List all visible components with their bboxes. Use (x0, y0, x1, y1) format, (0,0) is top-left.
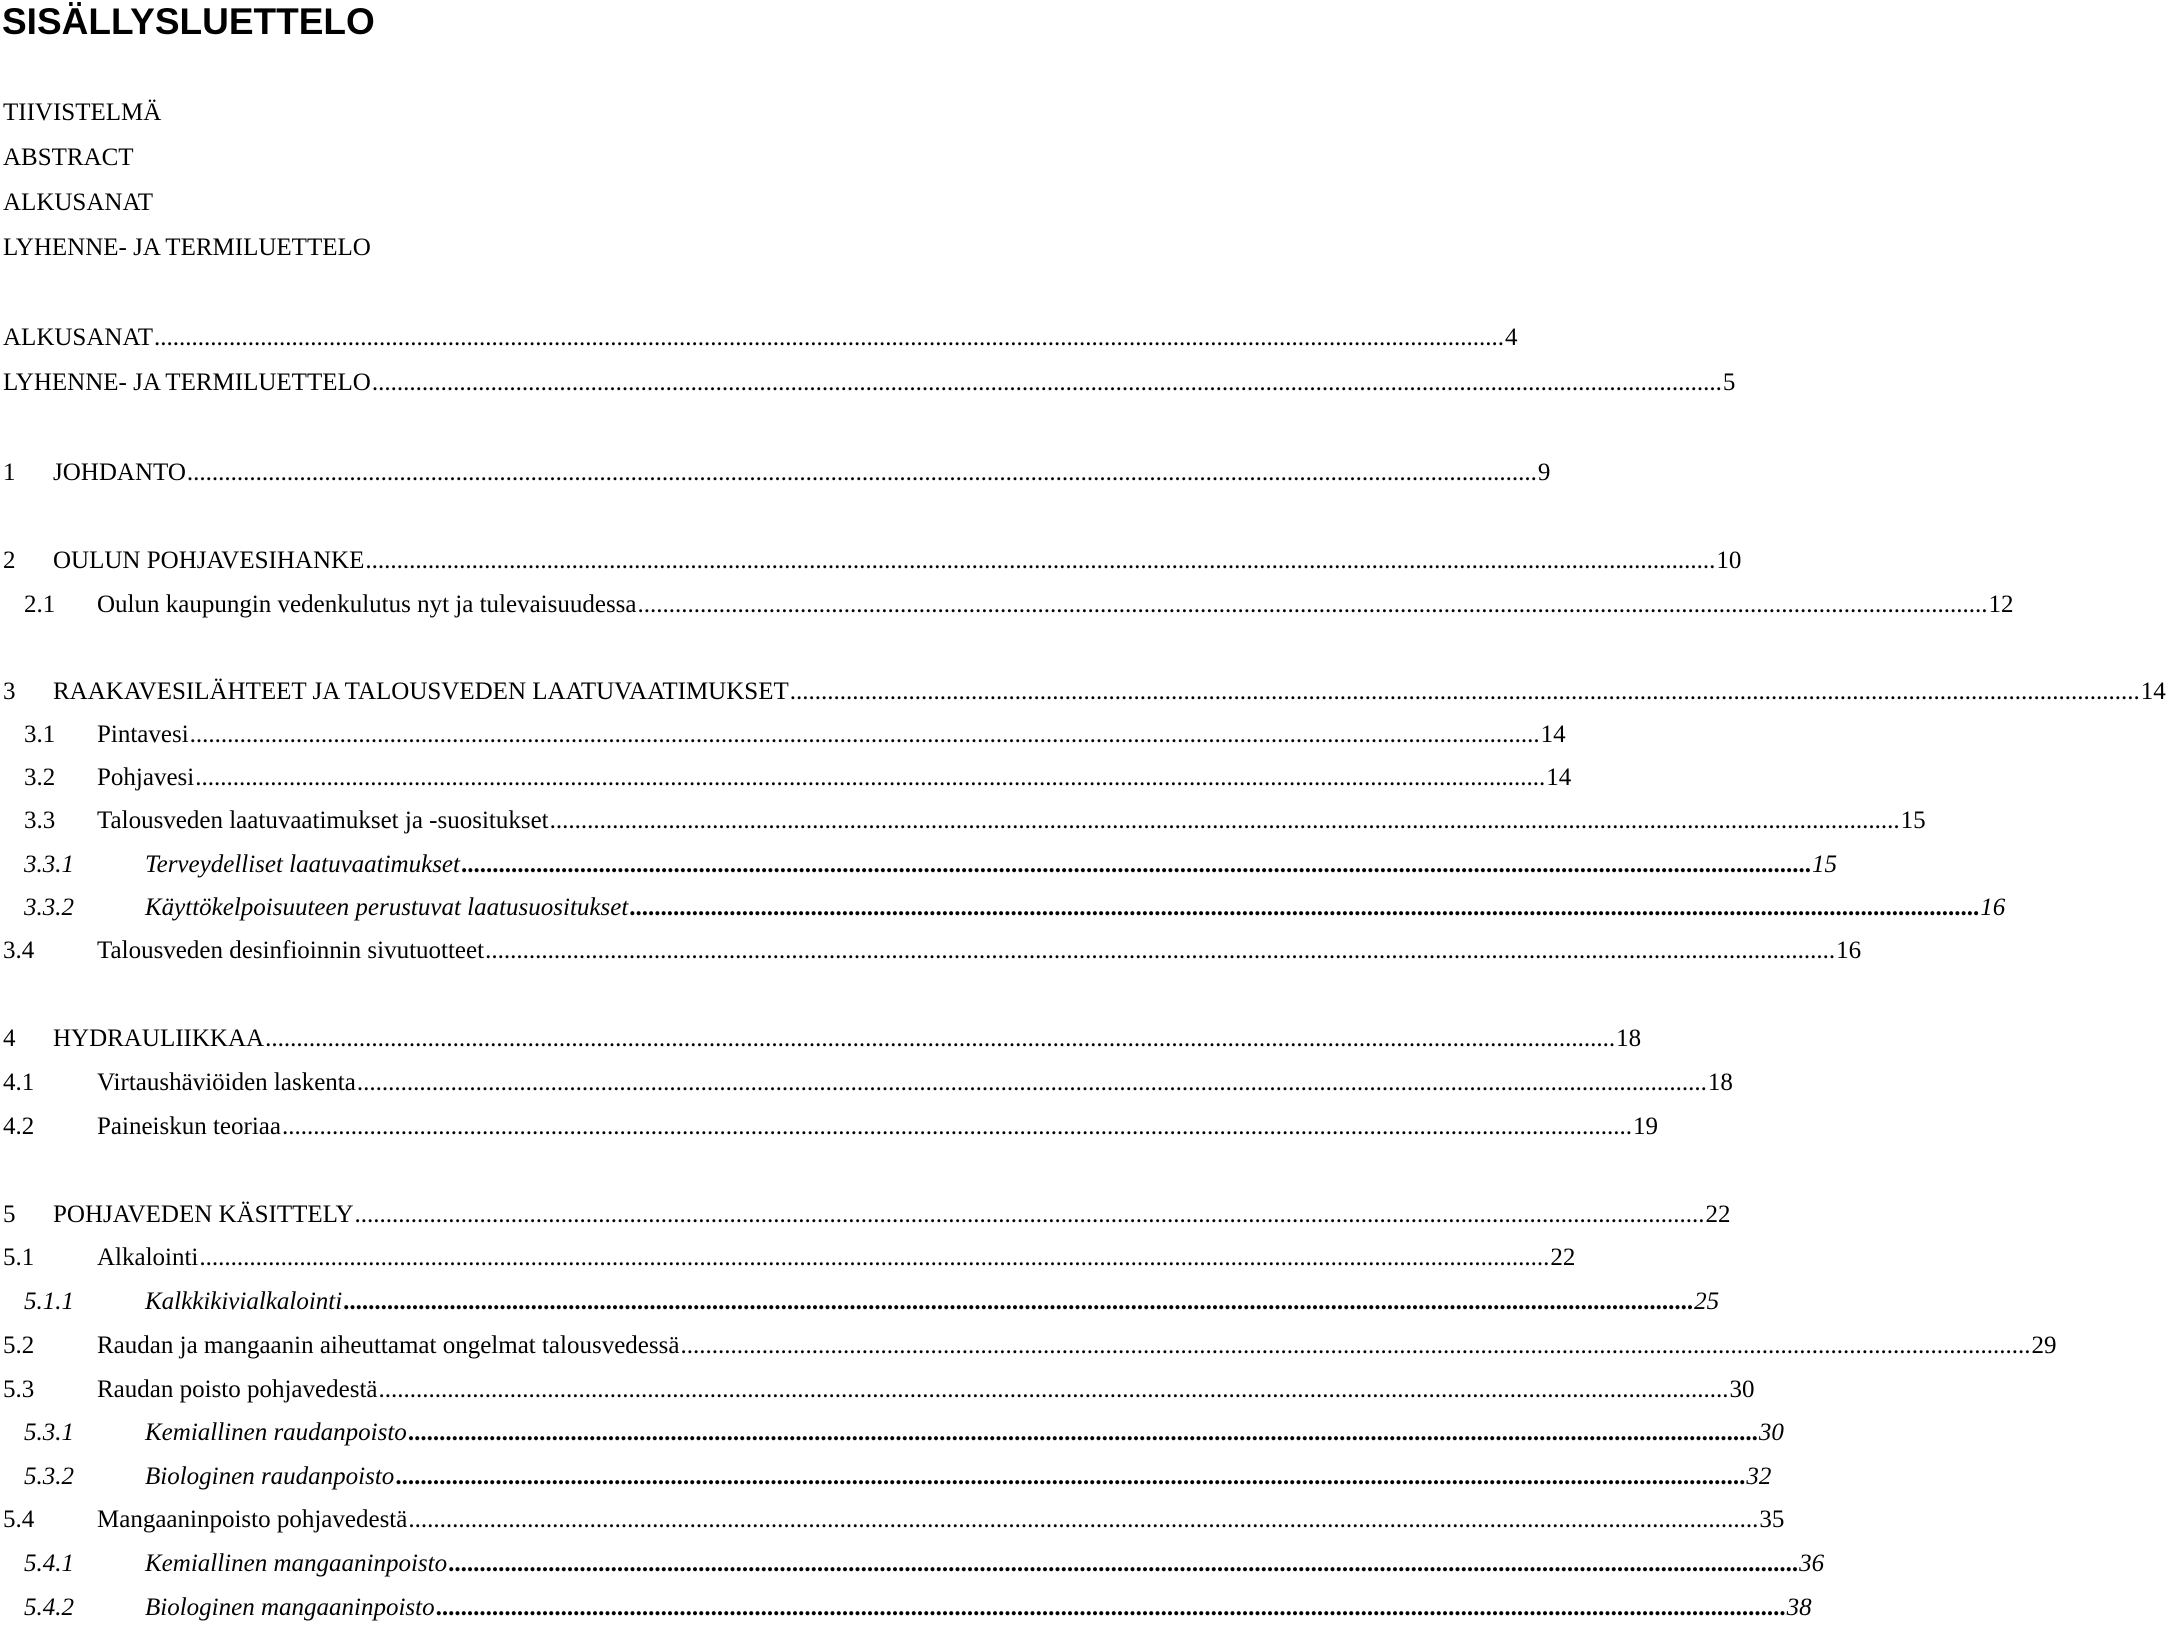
toc-dot-leader: ........................................................................................................................................................................................................................ (343, 1288, 1694, 1315)
toc-entry-label: Raudan ja mangaanin aiheuttamat ongelmat talousvedessä (97, 1332, 680, 1359)
toc-entry-label: LYHENNE- JA TERMILUETTELO (3, 369, 371, 396)
toc-entry-label: Talousveden laatuvaatimukset ja -suositukset (97, 807, 549, 834)
toc-entry-number: 5.3 (3, 1376, 35, 1403)
toc-entry-page: 16 (1980, 894, 2006, 921)
toc-entry-number: 4.2 (3, 1113, 35, 1140)
toc-entry-number: 3.3.2 (24, 894, 74, 921)
toc-entry-number: 3.4 (3, 937, 35, 964)
page-title: SISÄLLYSLUETTELO (2, 1, 375, 42)
toc-entry-number: 2.1 (24, 591, 56, 618)
toc-dot-leader: ........................................................................................................................................................................................................................ (485, 937, 1836, 964)
toc-entry[interactable] (0, 1331, 2057, 1361)
toc-entry-page: 22 (1550, 1244, 1576, 1271)
toc-entry-label: Alkalointi (97, 1244, 199, 1271)
toc-dot-leader: ........................................................................................................................................................................................................................ (195, 764, 1546, 791)
toc-entry[interactable] (0, 1243, 1576, 1273)
toc-entry-label: Virtaushäviöiden laskenta (97, 1069, 356, 1096)
toc-entry-label: Kemiallinen mangaaninpoisto (145, 1550, 448, 1577)
toc-dot-leader: ........................................................................................................................................................................................................................ (407, 1419, 1758, 1446)
toc-entry-page: 14 (1540, 721, 1566, 748)
toc-entry-label: Mangaaninpoisto pohjavedestä (97, 1506, 408, 1533)
toc-entry-number: 3.3.1 (24, 851, 74, 878)
toc-entry[interactable] (0, 806, 1926, 836)
toc-dot-leader: ........................................................................................................................................................................................................................ (460, 851, 1811, 878)
toc-entry-page: 35 (1759, 1506, 1785, 1533)
toc-dot-leader: ........................................................................................................................................................................................................................ (408, 1506, 1759, 1533)
toc-entry-label: POHJAVEDEN KÄSITTELY (53, 1201, 354, 1228)
toc-entry-label: Kalkkikivialkalointi (145, 1288, 343, 1315)
toc-entry[interactable] (0, 323, 1518, 353)
toc-dot-leader: ........................................................................................................................................................................................................................ (354, 1201, 1705, 1228)
toc-entry-page: 30 (1729, 1376, 1755, 1403)
toc-entry-page: 22 (1705, 1201, 1731, 1228)
toc-entry-number: 3.3 (24, 807, 56, 834)
toc-entry[interactable] (0, 1505, 1785, 1535)
toc-entry[interactable] (0, 458, 1551, 488)
toc-entry[interactable] (0, 1593, 1812, 1623)
front-matter-preface: ALKUSANAT (3, 189, 153, 216)
toc-entry-number: 5.4 (3, 1506, 35, 1533)
toc-entry-number: 4.1 (3, 1069, 35, 1096)
toc-entry[interactable] (0, 1375, 1755, 1405)
toc-entry-number: 3.2 (24, 764, 56, 791)
toc-dot-leader: ........................................................................................................................................................................................................................ (680, 1332, 2031, 1359)
toc-entry-label: Biologinen raudanpoisto (145, 1463, 395, 1490)
toc-entry-label: Biologinen mangaaninpoisto (145, 1594, 435, 1621)
toc-dot-leader: ........................................................................................................................................................................................................................ (395, 1463, 1746, 1490)
toc-entry-page: 14 (2140, 678, 2166, 705)
toc-dot-leader: ........................................................................................................................................................................................................................ (356, 1069, 1707, 1096)
toc-entry[interactable] (0, 720, 1566, 750)
toc-entry[interactable] (0, 368, 1736, 398)
toc-entry-page: 9 (1537, 459, 1551, 486)
toc-entry-page: 15 (1900, 807, 1926, 834)
toc-entry-label: Oulun kaupungin vedenkulutus nyt ja tulevaisuudessa (97, 591, 637, 618)
toc-dot-leader: ........................................................................................................................................................................................................................ (789, 678, 2140, 705)
front-matter-glossary: LYHENNE- JA TERMILUETTELO (3, 234, 371, 261)
toc-entry-number: 2 (3, 547, 16, 574)
toc-entry-number: 5.3.1 (24, 1419, 74, 1446)
toc-entry-label: OULUN POHJAVESIHANKE (53, 547, 365, 574)
front-matter-abstract-fi: TIIVISTELMÄ (3, 99, 162, 126)
toc-entry[interactable] (0, 1024, 1642, 1054)
toc-entry[interactable] (0, 1068, 1733, 1098)
toc-entry-page: 38 (1786, 1594, 1812, 1621)
toc-entry-page: 12 (1988, 591, 2014, 618)
toc-dot-leader: ........................................................................................................................................................................................................................ (448, 1550, 1799, 1577)
toc-dot-leader: ........................................................................................................................................................................................................................ (154, 324, 1504, 351)
toc-entry-label: Paineiskun teoriaa (97, 1113, 281, 1140)
toc-dot-leader: ........................................................................................................................................................................................................................ (281, 1113, 1632, 1140)
toc-entry-label: Talousveden desinfioinnin sivutuotteet (97, 937, 485, 964)
toc-entry-page: 4 (1505, 324, 1518, 351)
toc-entry-page: 14 (1546, 764, 1572, 791)
toc-dot-leader: ........................................................................................................................................................................................................................ (435, 1594, 1786, 1621)
toc-entry-page: 15 (1811, 851, 1837, 878)
toc-entry-page: 18 (1616, 1025, 1642, 1052)
toc-entry-label: Terveydelliset laatuvaatimukset (145, 851, 460, 878)
toc-dot-leader: ........................................................................................................................................................................................................................ (265, 1025, 1616, 1052)
toc-entry-number: 5.4.1 (24, 1550, 74, 1577)
toc-entry-page: 30 (1758, 1419, 1784, 1446)
toc-entry-label: RAAKAVESILÄHTEET JA TALOUSVEDEN LAATUVAATIMUKSET (53, 678, 789, 705)
toc-entry-number: 5.1 (3, 1244, 35, 1271)
toc-entry-number: 5.4.2 (24, 1594, 74, 1621)
toc-entry[interactable] (0, 677, 2166, 707)
toc-entry-page: 32 (1746, 1463, 1772, 1490)
toc-entry-label: ALKUSANAT (3, 324, 153, 351)
toc-entry-label: Pohjavesi (97, 764, 195, 791)
toc-entry-page: 19 (1632, 1113, 1658, 1140)
toc-dot-leader: ........................................................................................................................................................................................................................ (365, 547, 1716, 574)
toc-entry[interactable] (0, 590, 2014, 620)
toc-entry-label: Kemiallinen raudanpoisto (145, 1419, 407, 1446)
toc-entry[interactable] (0, 546, 1742, 576)
toc-entry[interactable] (0, 850, 1837, 880)
toc-entry[interactable] (0, 1287, 1720, 1317)
toc-dot-leader: ........................................................................................................................................................................................................................ (378, 1376, 1729, 1403)
toc-entry-number: 1 (3, 459, 16, 486)
toc-dot-leader: ........................................................................................................................................................................................................................ (629, 894, 1980, 921)
toc-entry-page: 10 (1716, 547, 1742, 574)
toc-dot-leader: ........................................................................................................................................................................................................................ (371, 369, 1722, 396)
toc-entry-number: 3.1 (24, 721, 56, 748)
toc-entry-label: Pintavesi (97, 721, 189, 748)
front-matter-abstract-en: ABSTRACT (3, 144, 134, 171)
toc-dot-leader: ........................................................................................................................................................................................................................ (637, 591, 1988, 618)
toc-dot-leader: ........................................................................................................................................................................................................................ (199, 1244, 1550, 1271)
toc-entry[interactable] (0, 763, 1572, 793)
toc-dot-leader: ........................................................................................................................................................................................................................ (549, 807, 1900, 834)
toc-entry-number: 5.3.2 (24, 1463, 74, 1490)
toc-entry[interactable] (0, 1549, 1825, 1579)
toc-entry-page: 18 (1707, 1069, 1733, 1096)
toc-entry[interactable] (0, 893, 2006, 923)
toc-entry-page: 36 (1799, 1550, 1825, 1577)
toc-entry-number: 5 (3, 1201, 16, 1228)
toc-entry-number: 5.2 (3, 1332, 35, 1359)
toc-dot-leader: ........................................................................................................................................................................................................................ (189, 721, 1540, 748)
toc-entry[interactable] (0, 1112, 1658, 1142)
toc-entry[interactable] (0, 1200, 1731, 1230)
toc-entry-page: 5 (1722, 369, 1736, 396)
toc-entry-number: 4 (3, 1025, 16, 1052)
toc-entry-label: Käyttökelpoisuuteen perustuvat laatusuositukset (145, 894, 629, 921)
toc-entry[interactable] (0, 1418, 1784, 1448)
toc-entry-page: 29 (2031, 1332, 2057, 1359)
toc-entry[interactable] (0, 936, 1862, 966)
toc-entry-page: 16 (1836, 937, 1862, 964)
toc-entry-number: 5.1.1 (24, 1288, 74, 1315)
toc-entry-page: 25 (1694, 1288, 1720, 1315)
toc-entry-label: HYDRAULIIKKAA (53, 1025, 265, 1052)
toc-entry[interactable] (0, 1462, 1772, 1492)
toc-entry-number: 3 (3, 678, 16, 705)
toc-dot-leader: ........................................................................................................................................................................................................................ (186, 459, 1537, 486)
toc-entry-label: JOHDANTO (53, 459, 186, 486)
toc-entry-label: Raudan poisto pohjavedestä (97, 1376, 378, 1403)
